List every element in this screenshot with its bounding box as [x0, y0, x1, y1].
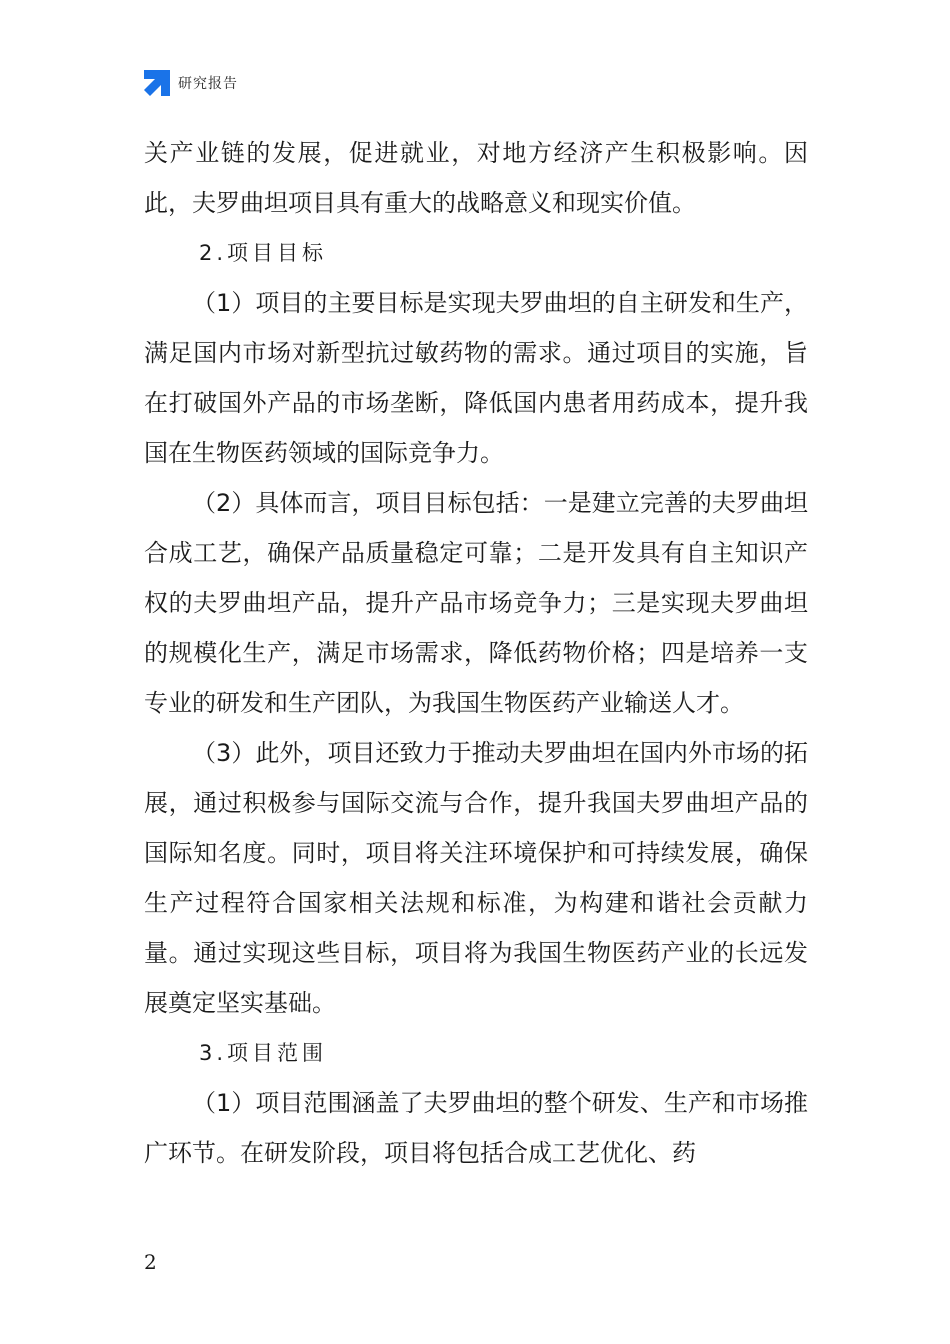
paragraph-scope-1: （1）项目范围涵盖了夫罗曲坦的整个研发、生产和市场推广环节。在研发阶段，项目将包括合成工艺优化、药	[144, 1089, 808, 1167]
page-number: 2	[144, 1250, 157, 1274]
paragraph-goal-3: （3）此外，项目还致力于推动夫罗曲坦在国内外市场的拓展，通过积极参与国际交流与合作，提升我国夫罗曲坦产品的国际知名度。同时，项目将关注环境保护和可持续发展，确保生产过程符合国家相关法规和标准，为构建和谐社会贡献力量。通过实现这些目标，项目将为我国生物医药产业的长远发展奠定坚实基础。	[144, 739, 808, 1017]
page-header	[144, 68, 238, 98]
paragraph-goal-1: （1）项目的主要目标是实现夫罗曲坦的自主研发和生产，满足国内市场对新型抗过敏药物的需求。通过项目的实施，旨在打破国外产品的市场垄断，降低国内患者用药成本，提升我国在生物医药领域的国际竞争力。	[144, 289, 808, 467]
arrow-up-right-icon	[144, 70, 170, 96]
paragraph-goal-2: （2）具体而言，项目目标包括：一是建立完善的夫罗曲坦合成工艺，确保产品质量稳定可靠；二是开发具有自主知识产权的夫罗曲坦产品，提升产品市场竞争力；三是实现夫罗曲坦的规模化生产，满足市场需求，降低药物价格；四是培养一支专业的研发和生产团队，为我国生物医药产业输送人才。	[144, 489, 808, 717]
section-heading-project-scope: 3.项目范围	[199, 1041, 328, 1065]
section-heading-project-goals: 2.项目目标	[199, 241, 328, 265]
document-body	[144, 128, 808, 1178]
paragraph-continuation: 关产业链的发展，促进就业，对地方经济产生积极影响。因此，夫罗曲坦项目具有重大的战略意义和现实价值。	[144, 139, 808, 217]
header-title: 研究报告	[178, 76, 238, 92]
